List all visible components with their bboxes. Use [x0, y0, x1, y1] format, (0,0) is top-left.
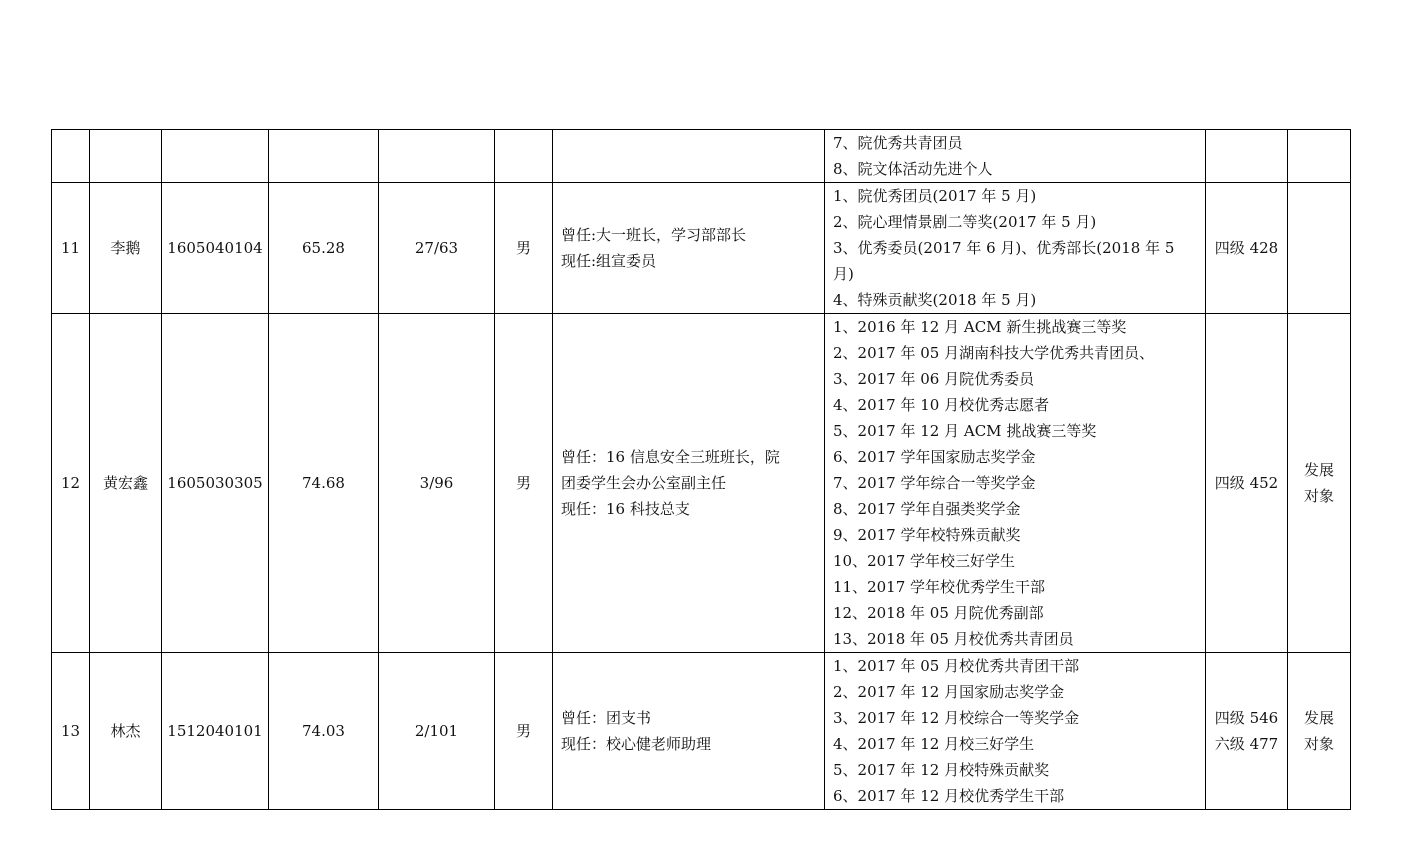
party-status-line: 对象	[1303, 487, 1334, 505]
awards-line: 9、2017 学年校特殊贡献奖	[833, 526, 1021, 544]
cet-score-cell	[1206, 314, 1288, 653]
awards-cell	[825, 183, 1206, 314]
awards-line: 5、2017 年 12 月 ACM 挑战赛三等奖	[833, 422, 1097, 440]
positions-line: 团委学生会办公室副主任	[561, 474, 727, 492]
awards-line: 12、2018 年 05 月院优秀副部	[833, 604, 1044, 622]
positions-line: 曾任：16 信息安全三班班长，院	[561, 448, 780, 466]
cet-score-line: 四级 452	[1214, 474, 1279, 492]
positions-line: 现任：校心健老师助理	[561, 735, 712, 753]
party-status-cell	[1288, 183, 1351, 314]
rank-cell	[379, 130, 495, 183]
positions-cell	[553, 183, 825, 314]
row-index-cell	[52, 130, 90, 183]
party-status-line: 发展	[1303, 709, 1334, 727]
cet-score-cell	[1206, 183, 1288, 314]
party-status-cell	[1288, 314, 1351, 653]
positions-line: 现任：16 科技总支	[561, 500, 690, 518]
awards-line: 1、院优秀团员(2017 年 5 月)	[833, 187, 1037, 205]
awards-line: 2、2017 年 12 月国家励志奖学金	[833, 683, 1065, 701]
awards-line: 2、院心理情景剧二等奖(2017 年 5 月)	[833, 213, 1097, 231]
student-name-cell	[90, 130, 162, 183]
cet-score-cell	[1206, 130, 1288, 183]
party-status-cell	[1288, 653, 1351, 810]
rank-cell: 3/96	[379, 314, 495, 653]
awards-line: 3、2017 年 12 月校综合一等奖学金	[833, 709, 1080, 727]
positions-line: 曾任:大一班长，学习部部长	[561, 226, 747, 244]
awards-line: 7、2017 学年综合一等奖学金	[833, 474, 1036, 492]
table-row	[52, 314, 1351, 653]
rank-cell: 27/63	[379, 183, 495, 314]
rank-cell: 2/101	[379, 653, 495, 810]
gender-cell: 男	[495, 314, 553, 653]
score-cell: 65.28	[269, 183, 379, 314]
gender-cell: 男	[495, 183, 553, 314]
positions-cell	[553, 653, 825, 810]
table-row	[52, 183, 1351, 314]
table-row	[52, 653, 1351, 810]
table-row	[52, 130, 1351, 183]
gender-cell: 男	[495, 653, 553, 810]
cet-score-line: 六级 477	[1214, 735, 1279, 753]
row-index-cell: 13	[52, 653, 90, 810]
student-id-cell: 1605040104	[162, 183, 269, 314]
awards-line: 3、2017 年 06 月院优秀委员	[833, 370, 1035, 388]
score-cell: 74.03	[269, 653, 379, 810]
student-name-cell: 林杰	[90, 653, 162, 810]
student-id-cell	[162, 130, 269, 183]
positions-cell	[553, 314, 825, 653]
awards-line: 7、院优秀共青团员	[833, 134, 963, 152]
awards-line: 6、2017 学年国家励志奖学金	[833, 448, 1036, 466]
awards-cell	[825, 314, 1206, 653]
score-cell	[269, 130, 379, 183]
awards-cell	[825, 653, 1206, 810]
party-status-line: 发展	[1303, 461, 1334, 479]
positions-line: 现任:组宣委员	[561, 252, 657, 270]
awards-line: 8、院文体活动先进个人	[833, 160, 993, 178]
awards-line: 4、特殊贡献奖(2018 年 5 月)	[833, 291, 1037, 309]
score-cell: 74.68	[269, 314, 379, 653]
awards-line: 5、2017 年 12 月校特殊贡献奖	[833, 761, 1050, 779]
awards-line: 1、2017 年 05 月校优秀共青团干部	[833, 657, 1080, 675]
row-index-cell: 11	[52, 183, 90, 314]
awards-line: 4、2017 年 12 月校三好学生	[833, 735, 1035, 753]
awards-line: 13、2018 年 05 月校优秀共青团员	[833, 630, 1074, 648]
awards-line: 11、2017 学年校优秀学生干部	[833, 578, 1046, 596]
student-table	[51, 129, 1351, 810]
awards-line: 6、2017 年 12 月校优秀学生干部	[833, 787, 1065, 805]
student-id-cell: 1605030305	[162, 314, 269, 653]
party-status-line: 对象	[1303, 735, 1334, 753]
positions-cell	[553, 130, 825, 183]
party-status-cell	[1288, 130, 1351, 183]
row-index-cell: 12	[52, 314, 90, 653]
positions-line: 曾任：团支书	[561, 709, 652, 727]
awards-line: 4、2017 年 10 月校优秀志愿者	[833, 396, 1050, 414]
gender-cell	[495, 130, 553, 183]
student-name-cell: 李鹅	[90, 183, 162, 314]
awards-line: 10、2017 学年校三好学生	[833, 552, 1016, 570]
awards-line: 8、2017 学年自强类奖学金	[833, 500, 1021, 518]
cet-score-line: 四级 546	[1214, 709, 1279, 727]
student-id-cell: 1512040101	[162, 653, 269, 810]
awards-line: 3、优秀委员(2017 年 6 月)、优秀部长(2018 年 5 月)	[833, 239, 1175, 283]
awards-cell	[825, 130, 1206, 183]
awards-line: 2、2017 年 05 月湖南科技大学优秀共青团员、	[833, 344, 1155, 362]
cet-score-cell	[1206, 653, 1288, 810]
awards-line: 1、2016 年 12 月 ACM 新生挑战赛三等奖	[833, 318, 1127, 336]
student-name-cell: 黄宏鑫	[90, 314, 162, 653]
cet-score-line: 四级 428	[1214, 239, 1279, 257]
